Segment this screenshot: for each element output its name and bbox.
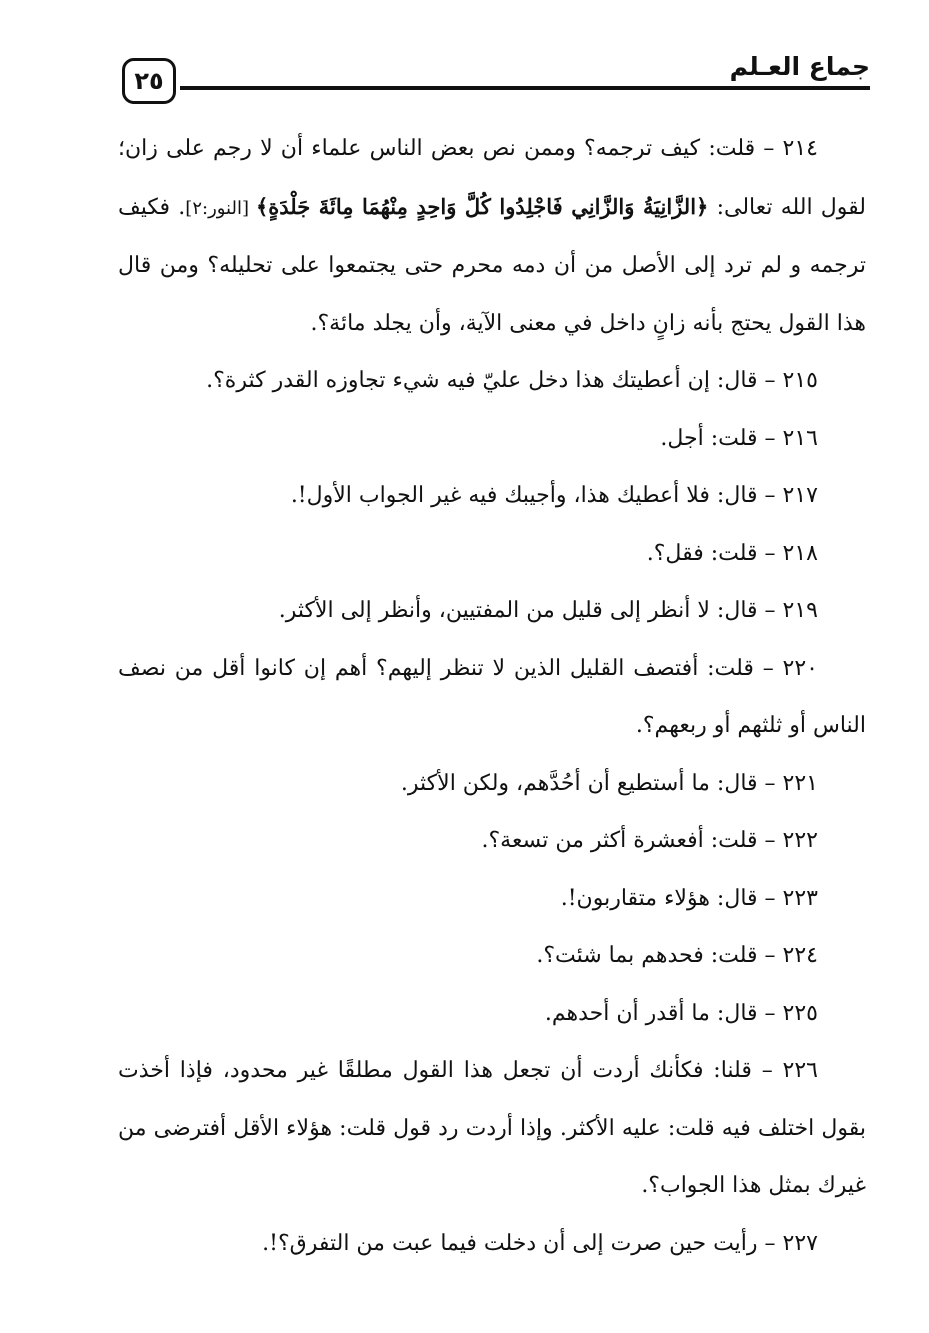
paragraph-number: ٢٢٢ (782, 828, 818, 853)
paragraph-215 (118, 352, 866, 410)
paragraph-text: قلت: أفعشرة أكثر من تسعة؟. (481, 828, 758, 853)
paragraph-text: قلنا: فكأنك أردت أن تجعل هذا القول مطلقًا غير محدود، فإذا أخذت بقول اختلف فيه قلت: عليه الأكثر. وإذا أردت رد قول قلت: هؤلاء الأقل أفترضى من غيرك بمثل هذا الجواب؟. (118, 1058, 866, 1198)
paragraph-number: ٢٢٥ (782, 1000, 818, 1026)
paragraph-221 (118, 755, 866, 813)
paragraph-text: قال: هؤلاء متقاربون!. (560, 885, 758, 911)
paragraph-222 (118, 812, 866, 870)
paragraph-number: ٢١٤ (782, 136, 818, 161)
paragraph-214 (118, 120, 866, 352)
dash: – (753, 655, 783, 681)
dash: – (757, 368, 783, 393)
paragraph-226 (118, 1042, 866, 1215)
paragraph-number: ٢٢٦ (782, 1058, 818, 1083)
paragraph-text: قال: إن أعطيتك هذا دخل عليّ فيه شيء تجاوزه القدر كثرة؟. (206, 368, 758, 393)
paragraph-text: قلت: كيف ترجمه؟ وممن نص بعض الناس علماء أن لا رجم على زان؛ لقول الله تعالى: (118, 136, 866, 220)
dash: – (757, 425, 783, 451)
paragraph-219 (118, 582, 866, 640)
body-text (118, 120, 866, 1272)
paragraph-number: ٢٢٠ (782, 655, 818, 681)
header-rule (180, 86, 870, 90)
dash: – (757, 885, 783, 911)
page-header (118, 50, 870, 110)
paragraph-text: قلت: فحدهم بما شئت؟. (536, 943, 758, 968)
paragraph-text-continued: . فكيف ترجمه و لم ترد إلى الأصل من أن دمه محرم حتى يجتمعوا على تحليله؟ ومن قال هذا القول يحتج بأنه زانٍ داخل في معنى الآية، وأن يجلد مائة؟. (118, 194, 866, 336)
paragraph-text: قال: لا أنظر إلى قليل من المفتيين، وأنظر إلى الأكثر. (278, 598, 758, 623)
dash: – (757, 943, 783, 968)
paragraph-number: ٢٢٧ (782, 1230, 818, 1256)
paragraph-number: ٢٢٣ (782, 885, 818, 911)
paragraph-text: قال: ما أقدر أن أحدهم. (544, 1000, 758, 1026)
dash: – (757, 770, 783, 796)
paragraph-218 (118, 525, 866, 583)
dash: – (757, 1000, 783, 1026)
paragraph-text: رأيت حين صرت إلى أن دخلت فيما عبت من التفرق؟!. (262, 1230, 758, 1256)
dash: – (757, 828, 783, 853)
dash: – (757, 483, 783, 508)
paragraph-223 (118, 870, 866, 928)
paragraph-text: قلت: أجل. (660, 425, 758, 451)
verse-reference: [النور:٢] (185, 197, 256, 219)
paragraph-225 (118, 985, 866, 1043)
paragraph-text: قال: ما أستطيع أن أحُدَّهم، ولكن الأكثر. (400, 770, 758, 796)
paragraph-number: ٢١٦ (782, 425, 818, 451)
paragraph-220 (118, 640, 866, 755)
paragraph-227 (118, 1215, 866, 1273)
paragraph-217 (118, 467, 866, 525)
paragraph-number: ٢١٨ (782, 540, 818, 566)
quran-verse: ﴿الزَّانِيَةُ وَالزَّانِي فَاجْلِدُوا كُلَّ وَاحِدٍ مِنْهُمَا مِائَةَ جَلْدَةٍ﴾ (255, 193, 709, 219)
dash: – (751, 1058, 783, 1083)
paragraph-216 (118, 410, 866, 468)
dash: – (757, 598, 783, 623)
paragraph-224 (118, 927, 866, 985)
dash: – (755, 136, 783, 161)
dash: – (757, 540, 783, 566)
paragraph-number: ٢١٥ (782, 368, 818, 393)
paragraph-number: ٢١٧ (782, 483, 818, 508)
paragraph-number: ٢١٩ (782, 598, 818, 623)
dash: – (757, 1230, 783, 1256)
page-number: ٢٥ (122, 58, 176, 104)
paragraph-text: قلت: فقل؟. (646, 540, 758, 566)
paragraph-text: قلت: أفتصف القليل الذين لا تنظر إليهم؟ أهم إن كانوا أقل من نصف الناس أو ثلثهم أو ربعهم؟. (118, 655, 866, 738)
paragraph-number: ٢٢٤ (782, 943, 818, 968)
paragraph-text: قال: فلا أعطيك هذا، وأجيبك فيه غير الجواب الأول!. (290, 483, 758, 508)
paragraph-number: ٢٢١ (782, 770, 818, 796)
running-title: جماع العـلم (729, 52, 870, 81)
